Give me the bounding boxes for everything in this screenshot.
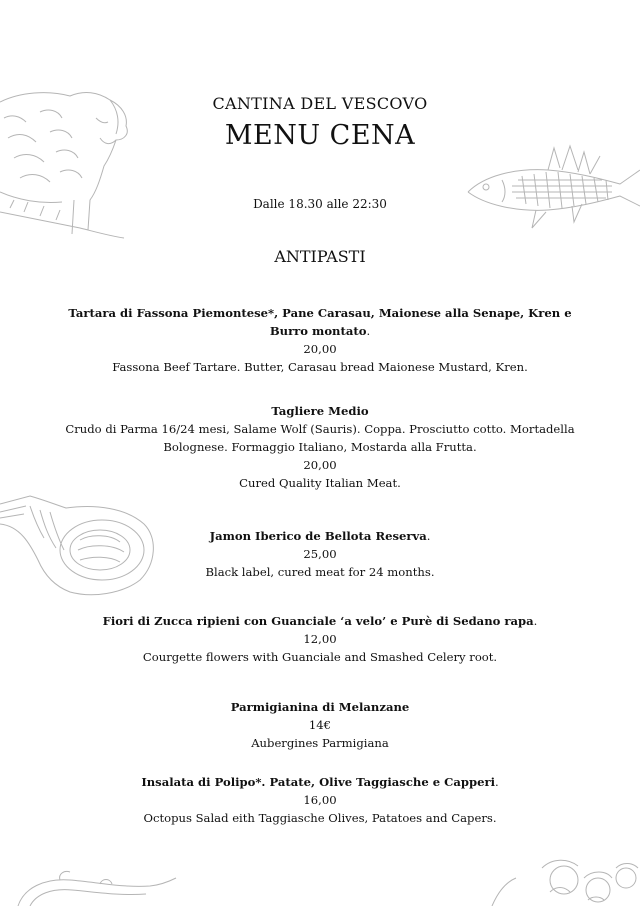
menu-item-name-suffix: . [533, 614, 538, 628]
menu-item-price: 25,00 [303, 547, 337, 561]
menu-item-price: 20,00 [303, 342, 337, 356]
menu-item-description: Fassona Beef Tartare. Butter, Carasau bread Maionese Mustard, Kren. [112, 360, 528, 374]
menu-item [50, 527, 590, 581]
menu-item [50, 612, 590, 666]
menu-item-title [50, 773, 590, 791]
menu-item-description: Aubergines Parmigiana [251, 736, 389, 750]
menu-item-name-suffix: . [366, 324, 371, 338]
menu-item-description: Black label, cured meat for 24 months. [205, 565, 435, 579]
menu-item-name: Jamon Iberico de Bellota Reserva [209, 529, 427, 543]
fish-illustration [462, 140, 640, 236]
menu-item-name-suffix: . [494, 775, 499, 789]
menu-item-name: Fiori di Zucca ripieni con Guanciale ‘a velo’ e Purè di Sedano rapa [102, 614, 534, 628]
service-hours: Dalle 18.30 alle 22:30 [253, 197, 387, 211]
menu-item-price: 12,00 [303, 632, 337, 646]
menu-item [50, 304, 590, 376]
restaurant-name: CANTINA DEL VESCOVO [212, 94, 428, 113]
menu-item-description: Courgette flowers with Guanciale and Smashed Celery root. [142, 650, 498, 664]
menu-item-title [50, 612, 590, 630]
menu-item-name-suffix: . [426, 529, 431, 543]
menu-item-name: Parmigianina di Melanzane [230, 700, 410, 714]
menu-item-name: Insalata di Polipo*. Patate, Olive Taggiasche e Capperi [141, 775, 495, 789]
flowers-illustration [480, 856, 640, 906]
menu-item-price: 16,00 [303, 793, 337, 807]
menu-item [50, 402, 590, 492]
menu-item-description: Octopus Salad eith Taggiasche Olives, Patatoes and Capers. [143, 811, 497, 825]
menu-item-description: Cured Quality Italian Meat. [239, 476, 401, 490]
menu-item [50, 698, 590, 752]
menu-item-name: Tagliere Medio [271, 404, 369, 418]
menu-item-detail: Crudo di Parma 16/24 mesi, Salame Wolf (Sauris). Coppa. Prosciutto cotto. Mortadella Bolognese. Formaggio Italiano, Mostarda alla Frutta. [65, 422, 575, 454]
menu-title: MENU CENA [224, 120, 416, 151]
menu-item-name: Tartara di Fassona Piemontese*, Pane Carasau, Maionese alla Senape, Kren e Burro montato [68, 306, 572, 338]
menu-item-price: 14€ [308, 718, 332, 732]
menu-item-title [50, 527, 590, 545]
ornament-illustration [0, 868, 180, 906]
menu-item [50, 773, 590, 827]
menu-item-price: 20,00 [303, 458, 337, 472]
section-title: ANTIPASTI [274, 247, 366, 266]
menu-item-title [50, 304, 590, 340]
